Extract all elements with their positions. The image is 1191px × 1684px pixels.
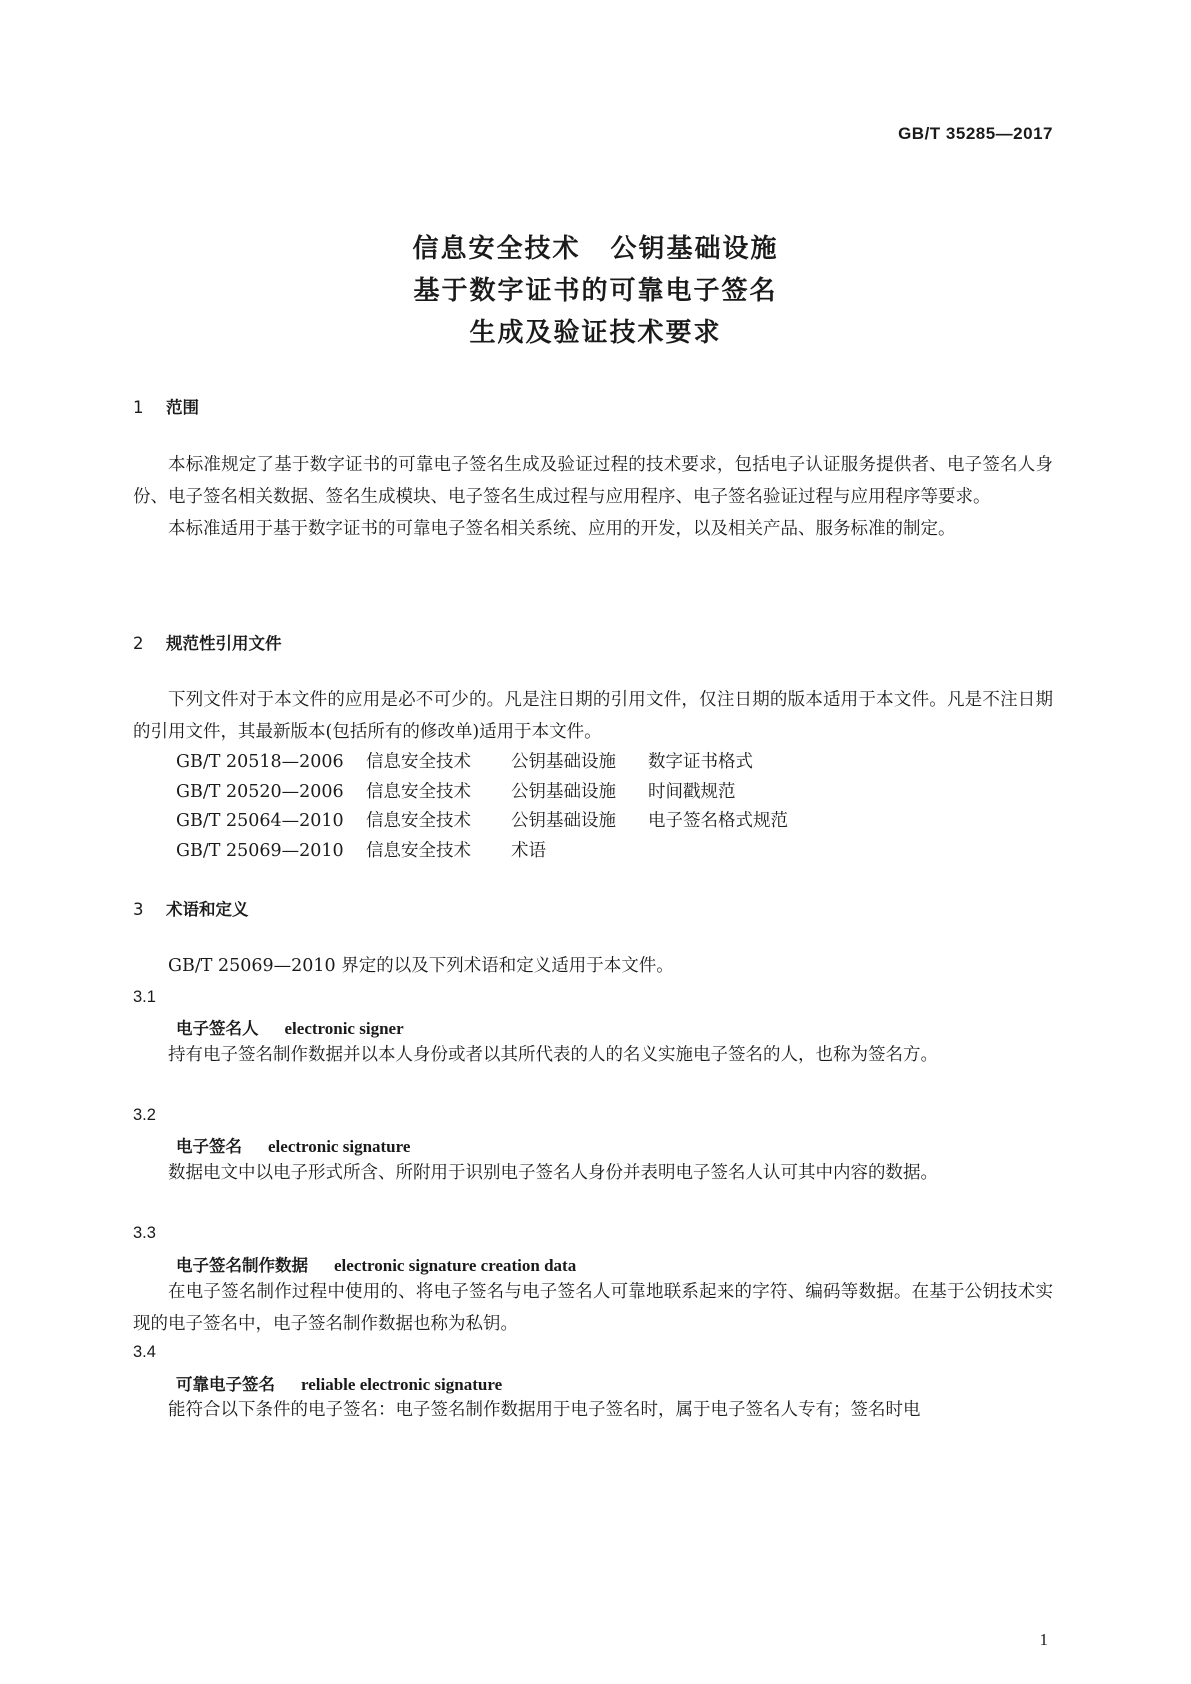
section-1-title: 范围 xyxy=(166,398,199,417)
section-2-number: 2 xyxy=(133,634,144,653)
document-title xyxy=(0,228,1191,354)
title-line-2: 基于数字证书的可靠电子签名 xyxy=(413,276,778,306)
standard-code: GB/T 35285—2017 xyxy=(898,124,1053,143)
reference-item: GB/T 20520—2006 信息安全技术 公钥基础设施 时间戳规范 xyxy=(176,782,736,802)
term-number: 3.4 xyxy=(133,1343,156,1361)
title-line-3: 生成及验证技术要求 xyxy=(469,318,722,348)
term-definition: 能符合以下条件的电子签名：电子签名制作数据用于电子签名时，属于电子签名人专有；签名时电 xyxy=(168,1400,921,1420)
title-line-1 xyxy=(0,228,1191,270)
section-1-body xyxy=(133,449,1053,545)
term-number: 3.3 xyxy=(133,1224,156,1242)
section-1-number: 1 xyxy=(133,398,144,417)
section-3-intro xyxy=(133,950,1053,982)
term-name: 电子签名人 electronic signer xyxy=(176,1019,404,1038)
term-definition: 数据电文中以电子形式所含、所附用于识别电子签名人身份并表明电子签名人认可其中内容的数据。 xyxy=(168,1163,938,1183)
term-number: 3.1 xyxy=(133,988,156,1006)
section-3-heading xyxy=(133,896,249,920)
term-number: 3.2 xyxy=(133,1106,156,1124)
reference-item: GB/T 25064—2010 信息安全技术 公钥基础设施 电子签名格式规范 xyxy=(176,811,788,831)
term-name: 电子签名制作数据 electronic signature creation data xyxy=(176,1256,577,1275)
title-line-1b: 公钥基础设施 xyxy=(610,234,779,264)
paragraph: 本标准规定了基于数字证书的可靠电子签名生成及验证过程的技术要求，包括电子认证服务提供者、电子签名人身份、电子签名相关数据、签名生成模块、电子签名生成过程与应用程序、电子签名验证过程与应用程序等要求。 xyxy=(133,455,1053,507)
reference-item: GB/T 25069—2010 信息安全技术 术语 xyxy=(176,841,546,861)
term-name: 可靠电子签名 reliable electronic signature xyxy=(176,1375,503,1394)
section-3-title: 术语和定义 xyxy=(166,900,249,919)
paragraph: 下列文件对于本文件的应用是必不可少的。凡是注日期的引用文件，仅注日期的版本适用于本文件。凡是不注日期的引用文件，其最新版本(包括所有的修改单)适用于本文件。 xyxy=(133,690,1053,742)
term-definition: 持有电子签名制作数据并以本人身份或者以其所代表的人的名义实施电子签名的人，也称为签名方。 xyxy=(168,1045,938,1065)
section-1-heading xyxy=(133,394,199,418)
section-2-body xyxy=(133,684,1053,748)
section-3-number: 3 xyxy=(133,900,144,919)
section-2-heading xyxy=(133,630,282,654)
paragraph: 本标准适用于基于数字证书的可靠电子签名相关系统、应用的开发，以及相关产品、服务标准的制定。 xyxy=(168,519,956,539)
reference-item: GB/T 20518—2006 信息安全技术 公钥基础设施 数字证书格式 xyxy=(176,752,753,772)
section-2-title: 规范性引用文件 xyxy=(166,634,282,653)
page-number: 1 xyxy=(1039,1630,1048,1649)
term-name: 电子签名 electronic signature xyxy=(176,1137,411,1156)
title-line-1a: 信息安全技术 xyxy=(412,234,581,264)
paragraph: GB/T 25069—2010 界定的以及下列术语和定义适用于本文件。 xyxy=(168,956,674,976)
term-definition: 在电子签名制作过程中使用的、将电子签名与电子签名人可靠地联系起来的字符、编码等数据。在基于公钥技术实现的电子签名中，电子签名制作数据也称为私钥。 xyxy=(133,1282,1053,1334)
